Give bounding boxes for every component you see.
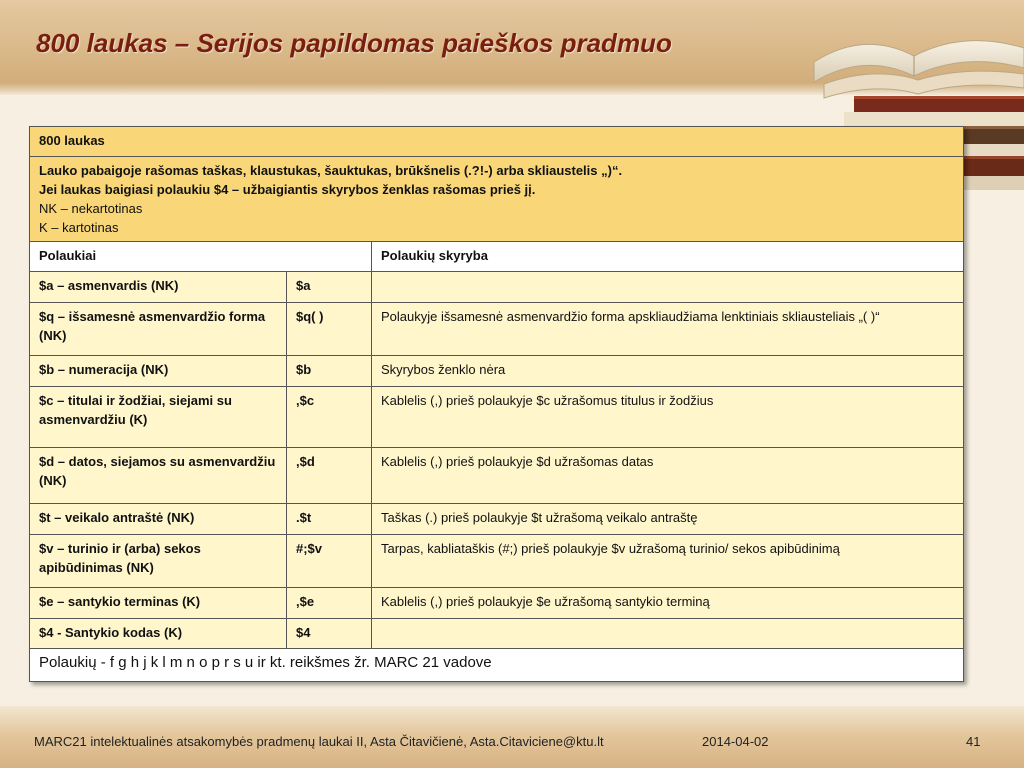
page-number: 41 xyxy=(966,734,981,749)
subfield-name: $b – numeracija (NK) xyxy=(30,356,287,387)
subfield-code: $4 xyxy=(287,619,372,649)
subfield-note: Skyrybos ženklo nėra xyxy=(372,356,964,387)
subfield-name: $e – santykio terminas (K) xyxy=(30,588,287,619)
subfield-name: $4 - Santykio kodas (K) xyxy=(30,619,287,649)
description-line-3: NK – nekartotinas xyxy=(39,201,143,216)
table-row xyxy=(30,588,964,619)
field-description xyxy=(30,157,964,242)
subfield-code: ,$d xyxy=(287,448,372,504)
field-800-table xyxy=(29,126,964,682)
subfield-note: Taškas (.) prieš polaukyje $t užrašomą veikalo antraštę xyxy=(372,504,964,535)
footer-author: MARC21 intelektualinės atsakomybės pradmenų laukai II, Asta Čitavičienė, Asta.Citaviciene@ktu.lt xyxy=(34,734,604,749)
other-subfields-note: Polaukių - f g h j k l m n o p r s u ir kt. reikšmes žr. MARC 21 vadove xyxy=(30,649,964,682)
column-header-subfields: Polaukiai xyxy=(30,242,372,272)
subfield-name: $v – turinio ir (arba) sekos apibūdinimas (NK) xyxy=(30,535,287,588)
description-line-1: Lauko pabaigoje rašomas taškas, klaustukas, šauktukas, brūkšnelis (.?!-) arba skliaustelis „)“. xyxy=(39,163,623,178)
table-header-row xyxy=(30,127,964,157)
table-row xyxy=(30,303,964,356)
table-row xyxy=(30,619,964,649)
subfield-name: $t – veikalo antraštė (NK) xyxy=(30,504,287,535)
table-row xyxy=(30,448,964,504)
subfield-note xyxy=(372,272,964,303)
subfield-code: $q( ) xyxy=(287,303,372,356)
subfield-code: $b xyxy=(287,356,372,387)
subfield-note xyxy=(372,619,964,649)
subfield-code: .$t xyxy=(287,504,372,535)
subfield-note: Kablelis (,) prieš polaukyje $c užrašomus titulus ir žodžius xyxy=(372,387,964,448)
table-footer-row xyxy=(30,649,964,682)
subfield-code: #;$v xyxy=(287,535,372,588)
subfield-name: $d – datos, siejamos su asmenvardžiu (NK) xyxy=(30,448,287,504)
table-row xyxy=(30,535,964,588)
subfield-note: Polaukyje išsamesnė asmenvardžio forma apskliaudžiama lenktiniais skliausteliais „( )“ xyxy=(372,303,964,356)
description-line-4: K – kartotinas xyxy=(39,220,119,235)
subfield-code: ,$c xyxy=(287,387,372,448)
subfield-name: $c – titulai ir žodžiai, siejami su asmenvardžiu (K) xyxy=(30,387,287,448)
description-row xyxy=(30,157,964,242)
table-header: 800 laukas xyxy=(30,127,964,157)
column-header-punctuation: Polaukių skyryba xyxy=(372,242,964,272)
subfield-note: Kablelis (,) prieš polaukyje $d užrašomas datas xyxy=(372,448,964,504)
subfield-name: $a – asmenvardis (NK) xyxy=(30,272,287,303)
subfield-code: ,$e xyxy=(287,588,372,619)
table-row xyxy=(30,504,964,535)
table-row xyxy=(30,272,964,303)
table-row xyxy=(30,387,964,448)
subfield-code: $a xyxy=(287,272,372,303)
subfield-name: $q – išsamesnė asmenvardžio forma (NK) xyxy=(30,303,287,356)
slide-title: 800 laukas – Serijos papildomas paieškos pradmuo xyxy=(36,28,672,58)
column-header-row xyxy=(30,242,964,272)
table-row xyxy=(30,356,964,387)
description-line-2: Jei laukas baigiasi polaukiu $4 – užbaigiantis skyrybos ženklas rašomas prieš jį. xyxy=(39,182,536,197)
subfield-note: Tarpas, kabliataškis (#;) prieš polaukyje $v užrašomą turinio/ sekos apibūdinimą xyxy=(372,535,964,588)
footer-date: 2014-04-02 xyxy=(702,734,769,749)
subfield-note: Kablelis (,) prieš polaukyje $e užrašomą santykio terminą xyxy=(372,588,964,619)
